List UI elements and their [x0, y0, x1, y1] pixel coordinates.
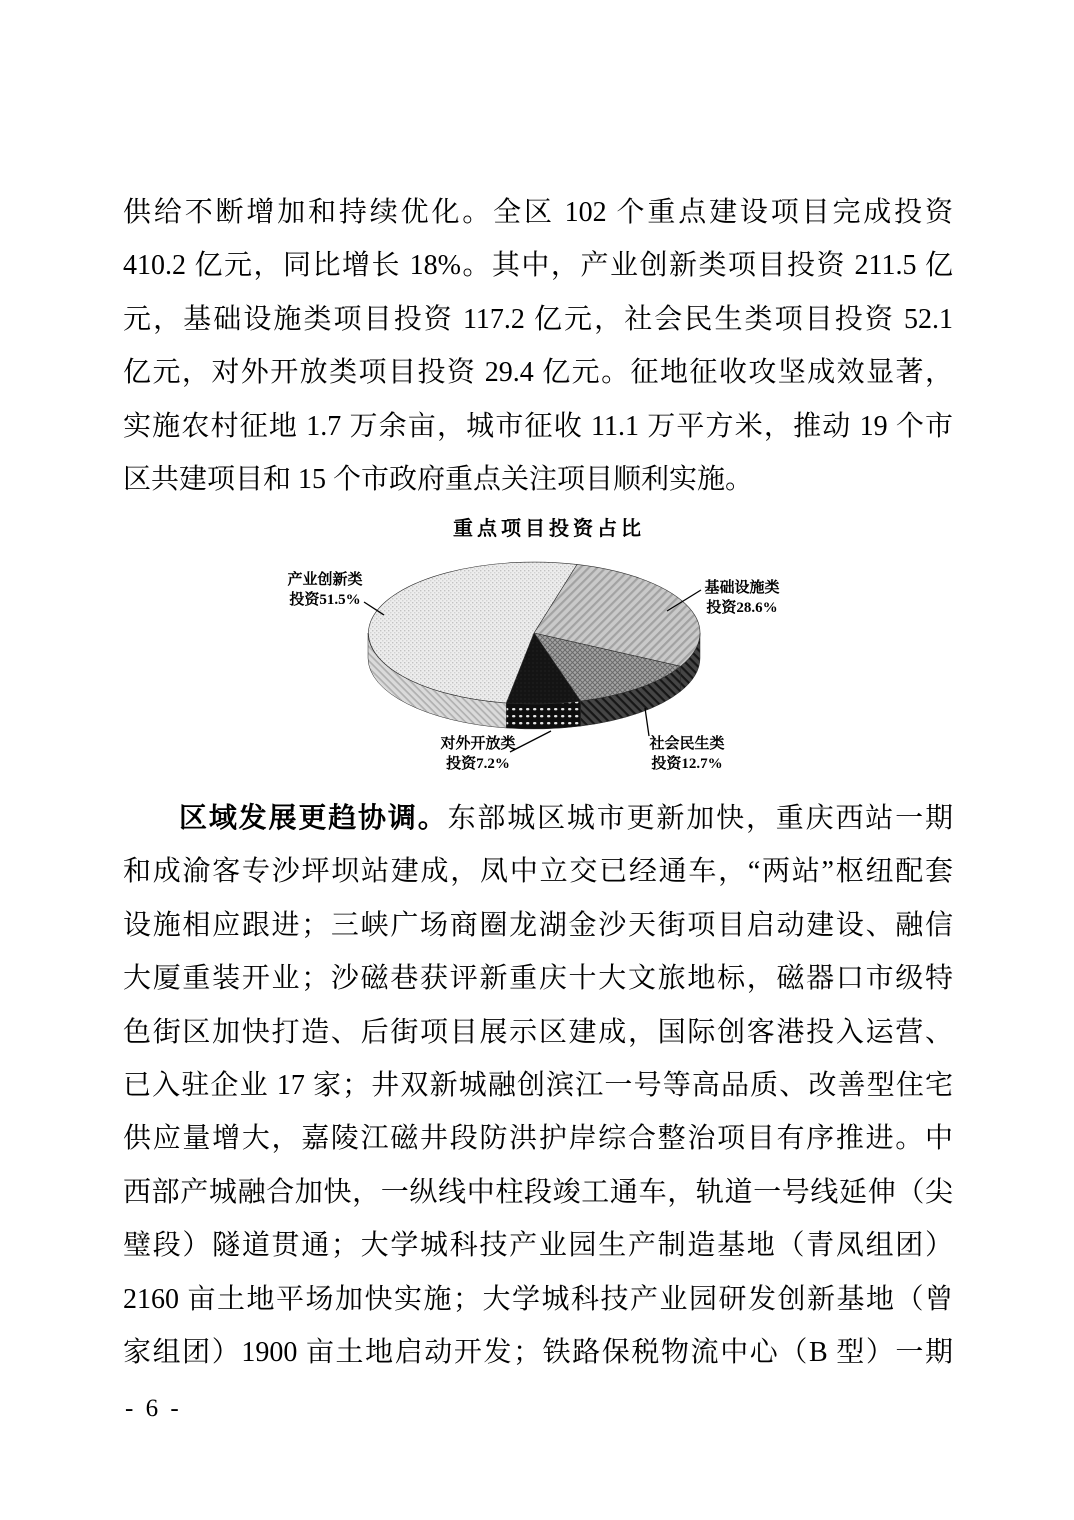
body-text: 410.2 亿元，同比增长 18%。其中，产业创新类项目投资 211.5 亿: [123, 250, 953, 282]
pie-label-infra-pct: 投资28.6%: [706, 600, 778, 616]
text-line: [123, 1059, 953, 1112]
body-text: 实施农村征地 1.7 万余亩，城市征收 11.1 万平方米，推动 19 个市: [123, 410, 953, 442]
text-line: [123, 899, 953, 952]
body-text: 亿元，对外开放类项目投资 29.4 亿元。征地征收攻坚成效显著，: [123, 357, 953, 389]
pie-label-open: [408, 734, 548, 774]
text-line: [123, 293, 953, 346]
text-line: [123, 186, 953, 239]
body-text: 已入驻企业 17 家；井双新城融创滨江一号等高品质、改善型住宅: [123, 1069, 953, 1101]
text-line: [123, 1166, 953, 1219]
page-number: - 6 -: [125, 1395, 182, 1422]
body-text: 区共建项目和 15 个市政府重点关注项目顺利实施。: [123, 463, 754, 495]
body-text: 和成渝客专沙坪坝站建成，凤中立交已经通车，“两站”枢纽配套: [123, 856, 953, 888]
text-line: [123, 845, 953, 898]
pie-label-open-pct: 投资7.2%: [446, 756, 510, 772]
body-text: 璧段）隧道贯通；大学城科技产业园生产制造基地（青凤组团）: [123, 1230, 953, 1262]
chart-title: 重点项目投资占比: [453, 518, 645, 540]
pie-side-open: [506, 701, 580, 729]
body-text: 供给不断增加和持续优化。全区 102 个重点建设项目完成投资: [123, 197, 953, 228]
pie-label-social-name: 社会民生类: [649, 736, 725, 752]
body-text: 2160 亩土地平场加快实施；大学城科技产业园研发创新基地（曾: [123, 1283, 953, 1315]
text-line: [123, 1326, 953, 1379]
paragraph-2: [123, 792, 953, 1379]
text-line: [123, 792, 953, 845]
text-line: [123, 453, 953, 506]
leader-line: [645, 708, 649, 736]
pie-label-social: [617, 734, 757, 774]
body-text: 色街区加快打造、后街项目展示区建成，国际创客港投入运营、: [123, 1016, 953, 1048]
body-text: 供应量增大，嘉陵江磁井段防洪护岸综合整治项目有序推进。中: [123, 1123, 953, 1155]
bold-lead-text: 区域发展更趋协调。: [179, 803, 448, 834]
text-line: [123, 952, 953, 1005]
body-text: 设施相应跟进；三峡广场商圈龙湖金沙天街项目启动建设、融信: [123, 909, 953, 941]
pie-label-open-name: 对外开放类: [440, 736, 516, 752]
body-text: 元，基础设施类项目投资 117.2 亿元，社会民生类项目投资 52.1: [123, 303, 953, 335]
body-text: 西部产城融合加快，一纵线中柱段竣工通车，轨道一号线延伸（尖: [123, 1176, 953, 1208]
pie-label-infra-name: 基础设施类: [704, 580, 780, 596]
text-line: [123, 1112, 953, 1165]
pie-label-social-pct: 投资12.7%: [651, 756, 723, 772]
body-text: 家组团）1900 亩土地启动开发；铁路保税物流中心（B 型）一期: [123, 1336, 953, 1368]
pie-label-industry: [255, 570, 395, 610]
paragraph-1: [123, 186, 953, 506]
body-text: 东部城区城市更新加快，重庆西站一期: [447, 803, 953, 834]
text-line: [123, 346, 953, 399]
text-line: [123, 400, 953, 453]
body-text: 大厦重装开业；沙磁巷获评新重庆十大文旅地标，磁器口市级特: [123, 963, 953, 995]
pie-label-industry-name: 产业创新类: [287, 572, 363, 588]
text-line: [123, 1273, 953, 1326]
pie-label-infra: [672, 578, 812, 618]
text-line: [123, 239, 953, 292]
text-line: [123, 1006, 953, 1059]
text-line: [123, 1219, 953, 1272]
pie-label-industry-pct: 投资51.5%: [289, 592, 361, 608]
